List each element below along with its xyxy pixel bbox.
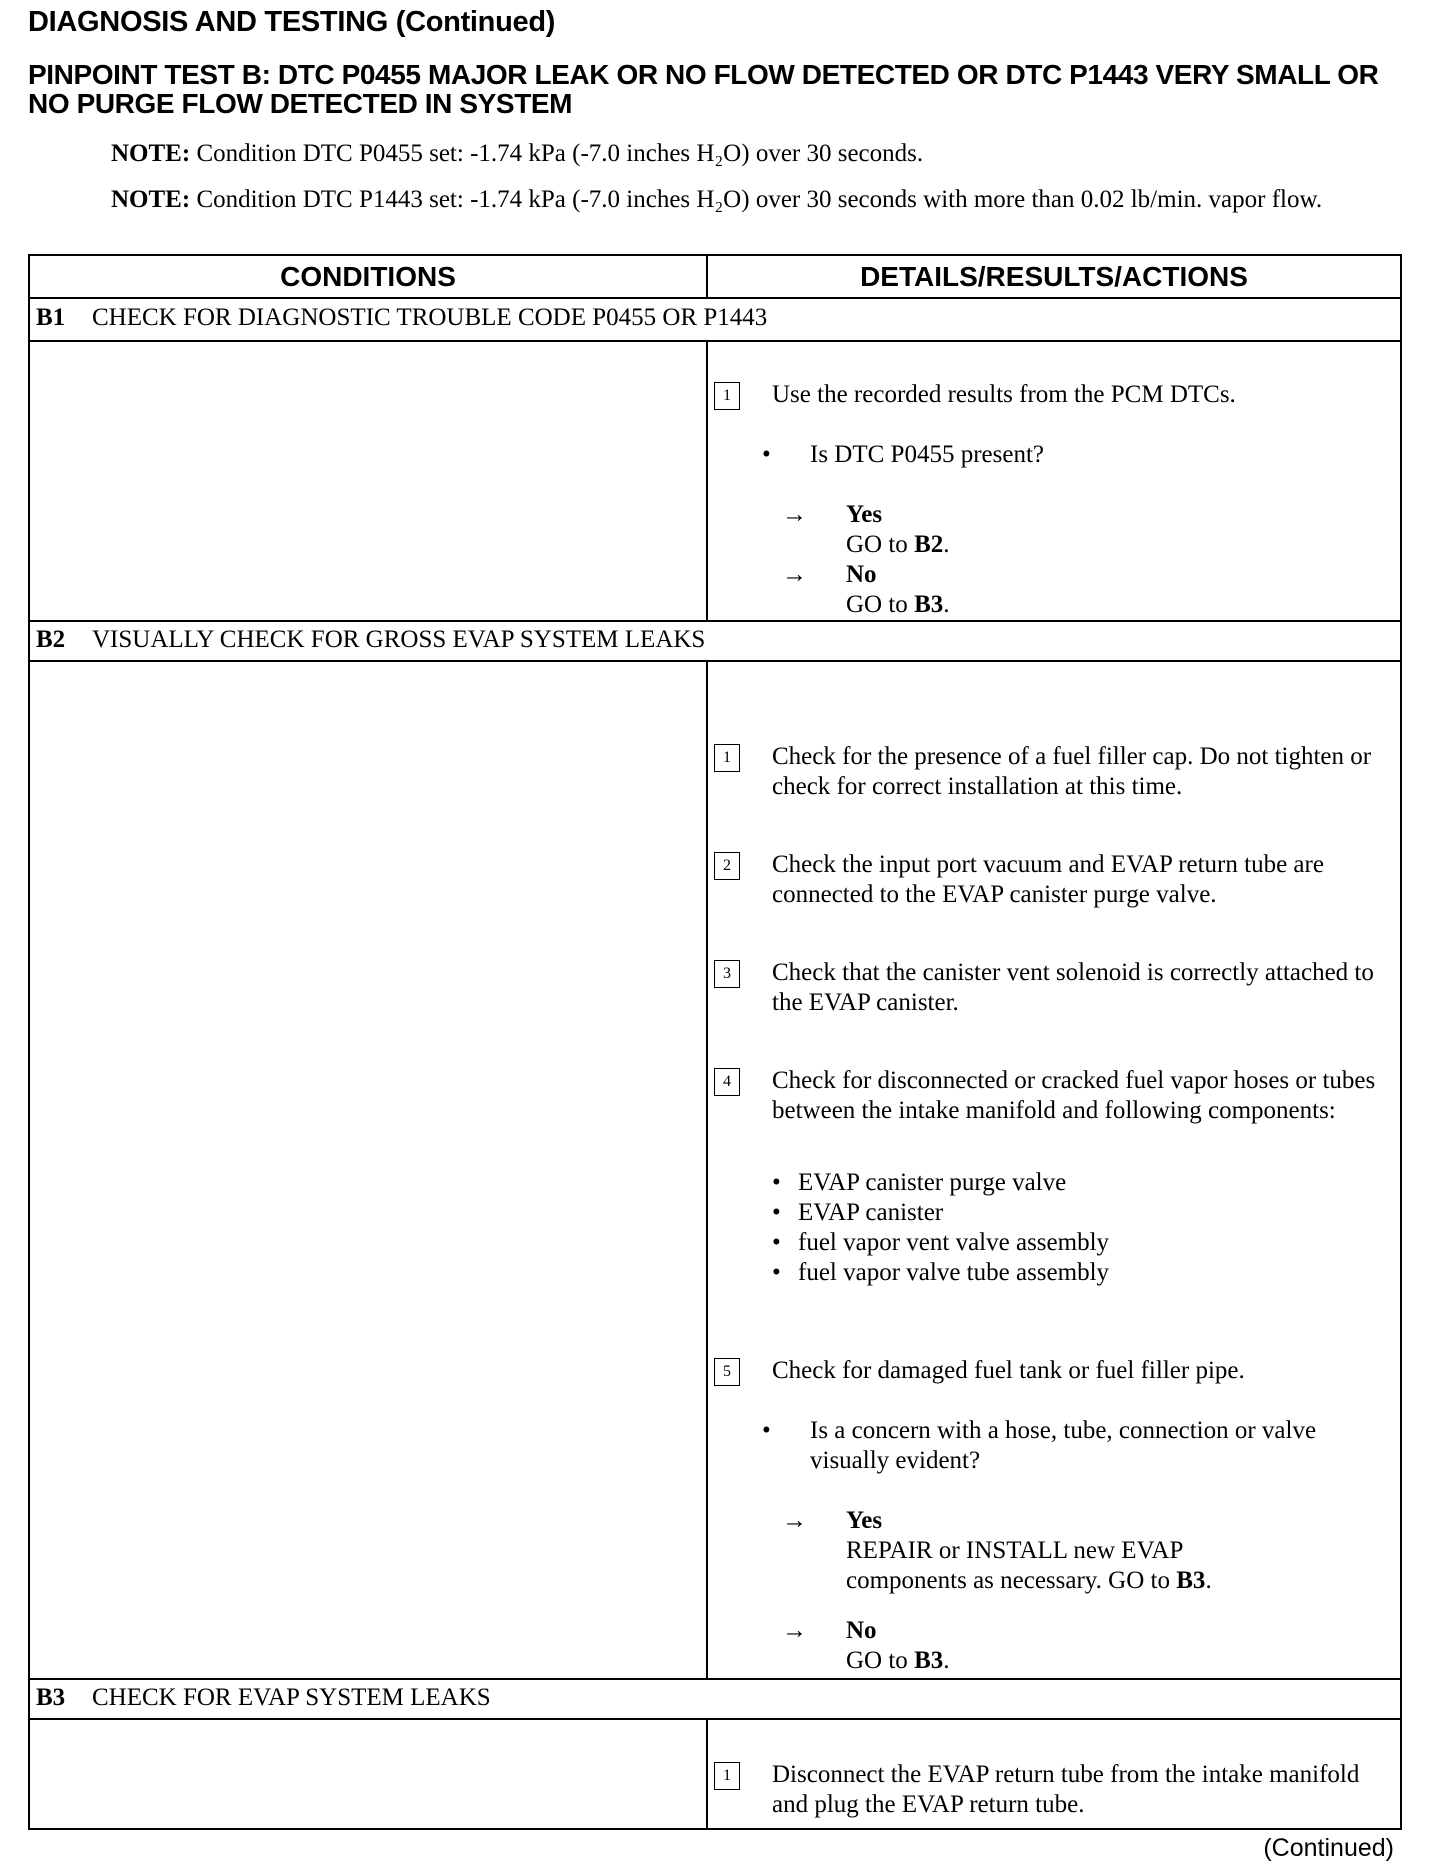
instruction-text: Check for the presence of a fuel filler cap. Do not tighten or check for correct installation at this time.: [772, 743, 1372, 800]
list-item: • fuel vapor valve tube assembly: [772, 1259, 1110, 1286]
step-code: B3: [36, 1684, 66, 1711]
step-number-box: 5: [714, 1358, 740, 1386]
step-title: VISUALLY CHECK FOR GROSS EVAP SYSTEM LEAKS: [92, 626, 706, 653]
question-text: Is DTC P0455 present?: [810, 441, 1044, 468]
step-reference: B3: [914, 591, 944, 618]
note-label: NOTE:: [111, 186, 191, 213]
row-divider: [30, 660, 1400, 662]
branch-action: GO to B3.: [846, 591, 950, 618]
row-divider: [30, 620, 1400, 622]
column-divider: [706, 662, 708, 1678]
list-item: • EVAP canister purge valve: [772, 1169, 1067, 1196]
step-code: B2: [36, 626, 66, 653]
column-header-conditions: CONDITIONS: [280, 261, 456, 292]
step-heading-b3: [36, 1684, 491, 1712]
note-text: Condition DTC P0455 set: -1.74 kPa (-7.0 inches H₂O) over 30 seconds.: [190, 140, 924, 167]
step-title: CHECK FOR DIAGNOSTIC TROUBLE CODE P0455 OR P1443: [92, 304, 768, 331]
note-label: NOTE:: [111, 140, 191, 167]
row-divider: [30, 1678, 1400, 1680]
step-heading-b2: [36, 626, 705, 654]
row-divider: [30, 1718, 1400, 1720]
step-reference: B3: [914, 1647, 944, 1674]
branch-label: Yes: [846, 1507, 883, 1534]
instruction-text: Disconnect the EVAP return tube from the intake manifold and plug the EVAP return tube.: [772, 1761, 1360, 1818]
note-p0455: [111, 140, 923, 168]
step-code: B1: [36, 304, 66, 331]
instruction-text: Use the recorded results from the PCM DTCs.: [772, 381, 1236, 408]
step-number-box: 2: [714, 852, 740, 880]
branch-action: REPAIR or INSTALL new EVAP components as necessary. GO to B3.: [846, 1537, 1212, 1594]
instruction-text: Check the input port vacuum and EVAP return tube are connected to the EVAP canister purge valve.: [772, 851, 1324, 908]
column-divider: [706, 256, 708, 298]
question-text: Is a concern with a hose, tube, connection or valve visually evident?: [810, 1417, 1317, 1474]
note-p1443: [111, 186, 1341, 214]
pinpoint-test-table: CONDITIONS DETAILS/RESULTS/ACTIONS B1 CHECK FOR DIAGNOSTIC TROUBLE CODE P0455 OR P1443 1 Use the recorded results from the PCM DTCs. • Is DTC P0455 present? → Yes GO to B2. → No GO to B3. B2 VISUALLY CHECK FOR GROSS EVAP SYSTEM LEAKS 1 Check for the presence of a fuel filler cap. Do not tighten or check for correct installation at this time. 2 Check the input port vacuum and EVAP return tube are connected to the EVAP canister purge valve. 3 Check that the canister vent solenoid is correctly attached to the EVAP canister. 4 Check for disconnected or cracked fuel vapor hoses or tubes between the intake manifold and following components: • EVAP canister purge valve • EVAP canister • fuel vapor vent valve assembly • fuel vapor valve tube assembly 5 Check for damaged fuel tank or fuel filler pipe. • Is a concern with a hose, tube, connection or valve visually evident? → Yes REPAIR or INSTALL new EVAP components as necessary. GO to B3. → No GO to B3. B3 CHECK FOR EVAP SYSTEM LEAKS 1 Disconnect the EVAP return tube from the intake manifold and plug the EVAP return tube.: [28, 254, 1402, 1830]
arrow-icon: →: [782, 561, 807, 588]
step-title: CHECK FOR EVAP SYSTEM LEAKS: [92, 1684, 491, 1711]
branch-label: No: [846, 1617, 877, 1644]
row-divider: [30, 297, 1400, 299]
column-divider: [706, 342, 708, 620]
continued-footer: (Continued): [1263, 1834, 1394, 1862]
column-header-details: DETAILS/RESULTS/ACTIONS: [860, 261, 1248, 292]
branch-label: Yes: [846, 501, 883, 528]
step-number-box: 4: [714, 1068, 740, 1096]
step-number-box: 1: [714, 744, 740, 772]
step-reference: B3: [1176, 1567, 1206, 1594]
instruction-text: Check for disconnected or cracked fuel vapor hoses or tubes between the intake manifold and following components:: [772, 1067, 1376, 1124]
list-item: • fuel vapor vent valve assembly: [772, 1229, 1110, 1256]
step-number-box: 1: [714, 382, 740, 410]
arrow-icon: →: [782, 1617, 807, 1644]
step-number-box: 3: [714, 960, 740, 988]
component-list: [772, 1168, 1109, 1288]
branch-label: No: [846, 561, 877, 588]
note-text: Condition DTC P1443 set: -1.74 kPa (-7.0 inches H₂O) over 30 seconds with more than 0.02 lb/min. vapor flow.: [190, 186, 1323, 213]
branch-action: GO to B3.: [846, 1647, 950, 1674]
page-title: DIAGNOSIS AND TESTING (Continued): [28, 6, 556, 38]
step-reference: B2: [914, 531, 944, 558]
column-divider: [706, 1720, 708, 1830]
step-heading-b1: [36, 304, 767, 332]
list-item: • EVAP canister: [772, 1199, 944, 1226]
branch-action: GO to B2.: [846, 531, 950, 558]
arrow-icon: →: [782, 1507, 807, 1534]
arrow-icon: →: [782, 501, 807, 528]
instruction-text: Check that the canister vent solenoid is correctly attached to the EVAP canister.: [772, 959, 1374, 1016]
row-divider: [30, 340, 1400, 342]
instruction-text: Check for damaged fuel tank or fuel filler pipe.: [772, 1357, 1245, 1384]
step-number-box: 1: [714, 1762, 740, 1790]
pinpoint-test-title: PINPOINT TEST B: DTC P0455 MAJOR LEAK OR NO FLOW DETECTED OR DTC P1443 VERY SMALL OR NO PURGE FLOW DETECTED IN SYSTEM: [28, 59, 1379, 119]
